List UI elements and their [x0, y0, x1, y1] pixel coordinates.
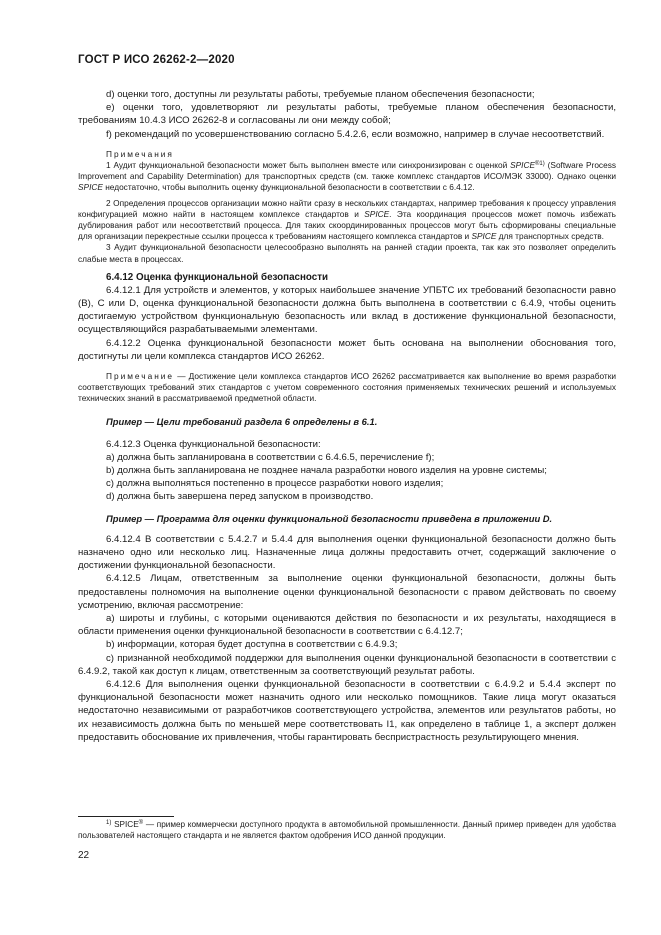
footnote: $^{1)}$ SPICE® — пример коммерчески доступного продукта в автомобильной промышленности. Данный пример приведен для удобства пользователей настоящего стандарта и не является фактом одобрения ИСО данной продукции.: [78, 820, 616, 841]
note-1: 1 Аудит функциональной безопасности может быть выполнен вместе или синхронизирован с оценкой $SPICE^{®1)}$ (Software Process Improvement and Capability Determination) для транспортных средств (см. также комплекс стандартов ИСО/МЭК 33000). Однако оценки SPICE недостаточно, чтобы выполнить оценку функциональной безопасности в соответствии с 6.4.12.: [78, 160, 616, 193]
list-item-c2: c) признанной необходимой поддержки для выполнения оценки функциональной безопасности в соответствии с 6.4.9.2, такой как доступ к лицам, ответственным за соответствующий результат работы.: [78, 652, 616, 677]
paragraph-6-4-12-6: 6.4.12.6 Для выполнения оценки функциональной безопасности в соответствии с 6.4.9.2 и 5.4.4 эксперт по функциональной безопасности может назначить одного или несколько помощников. Такие лица могут оказаться недостаточно независимыми от разработчиков соответствующего устройства, элементов или результатов работы, но их независимость должна быть по меньшей мере соответствовать I1, как определено в таблице 1, а эксперт должен предоставить обоснование их привлечения, чтобы гарантировать беспристрастность результирующего мнения.: [78, 678, 616, 743]
list-item-d2: d) должна быть завершена перед запуском в производство.: [106, 491, 374, 503]
paragraph-6-4-12-3: 6.4.12.3 Оценка функциональной безопасности:: [106, 438, 321, 450]
note-3: 3 Аудит функциональной безопасности целесообразно выполнять на ранней стадии проекта, так как это позволяет определить слабые места в процессах.: [78, 242, 616, 264]
paragraph-6-4-12-5: 6.4.12.5 Лицам, ответственным за выполнение оценки функциональной безопасности, должны быть предоставлены полномочия на выполнение оценки функциональной безопасности с правом действовать по своему усмотрению, включая рассмотрение:: [78, 573, 616, 611]
paragraph-6-4-12-1: 6.4.12.1 Для устройств и элементов, у которых наибольшее значение УПБТС их требований безопасности равно (B), C или D, оценка функциональной безопасности должна быть выполнена в соответствии с 6.4.9, чтобы оценить достигаемую устройством функциональную безопасность или вклад в достижение функциональной безопасности, осуществляющийся разрабатываемыми элементами.: [78, 284, 616, 336]
footnote-divider: [78, 816, 174, 817]
list-item-e: e) оценки того, удовлетворяют ли результаты работы, требуемые планом обеспечения безопасности, требованиям 10.4.3 ИСО 26262-8 и согласованы ли они между собой;: [78, 102, 616, 127]
list-item-f: f) рекомендаций по усовершенствованию согласно 5.4.2.6, если возможно, например в случае несоответствий.: [106, 128, 605, 140]
note-2: 2 Определения процессов организации можно найти сразу в нескольких стандартах, например требования к процессу управления конфигурацией можно найти в настоящем комплексе стандартов и SPICE. Эта координация процессов может помочь избежать дублирования работ или несоответствий процесса. Для таких скоординированных процессов могут быть сформированы специальные для организации перекрестные ссылки процесса к требованиям настоящего комплекса стандартов и SPICE для транспортных средств.: [78, 197, 617, 242]
page-number: 22: [78, 850, 90, 861]
example-1: Пример — Цели требований раздела 6 определены в 6.1.: [106, 415, 378, 427]
paragraph-6-4-12-2: 6.4.12.2 Оценка функциональной безопасности может быть основана на выполнении обоснования того, достигнуты ли цели комплекса стандартов ИСО 26262.: [78, 337, 616, 362]
notes-label: Примечания: [106, 148, 174, 159]
list-item-a2: a) широты и глубины, с которыми оцениваются действия по безопасности и их результаты, находящиеся в области применения оценки функциональной безопасности в соответствии с 6.4.12.7;: [78, 612, 616, 638]
list-item-b: b) должна быть запланирована не позднее начала разработки нового изделия на уровне системы;: [106, 465, 547, 477]
section-heading: 6.4.12 Оценка функциональной безопасности: [106, 271, 329, 283]
list-item-c: c) должна выполняться постепенно в процессе разработки нового изделия;: [106, 478, 444, 490]
list-item-d: d) оценки того, доступны ли результаты работы, требуемые планом обеспечения безопасности;: [106, 89, 535, 100]
list-item-a: a) должна быть запланирована в соответствии с 6.4.6.5, перечисление f);: [106, 451, 435, 463]
document-header-title: ГОСТ Р ИСО 26262-2—2020: [78, 54, 235, 66]
page-body: [78, 88, 616, 744]
list-item-b2: b) информации, которая будет доступна в соответствии с 6.4.9.3;: [106, 639, 398, 651]
note-single: Примечание — Достижение цели комплекса стандартов ИСО 26262 рассматривается как выполнение во время разработки соответствующих требований этих стандартов с учетом современного состояния применяемых технических решений и используемых технических знаний в рассматриваемой предметной области.: [78, 371, 616, 404]
paragraph-6-4-12-4: 6.4.12.4 В соответствии с 5.4.2.7 и 5.4.4 для выполнения оценки функциональной безопасности должно быть назначено одно или несколько лиц. Назначенные лица должны предоставить отчет, содержащий заключение о достижении функциональной безопасности.: [78, 533, 616, 572]
example-2: Пример — Программа для оценки функциональной безопасности приведена в приложении D.: [106, 512, 553, 524]
